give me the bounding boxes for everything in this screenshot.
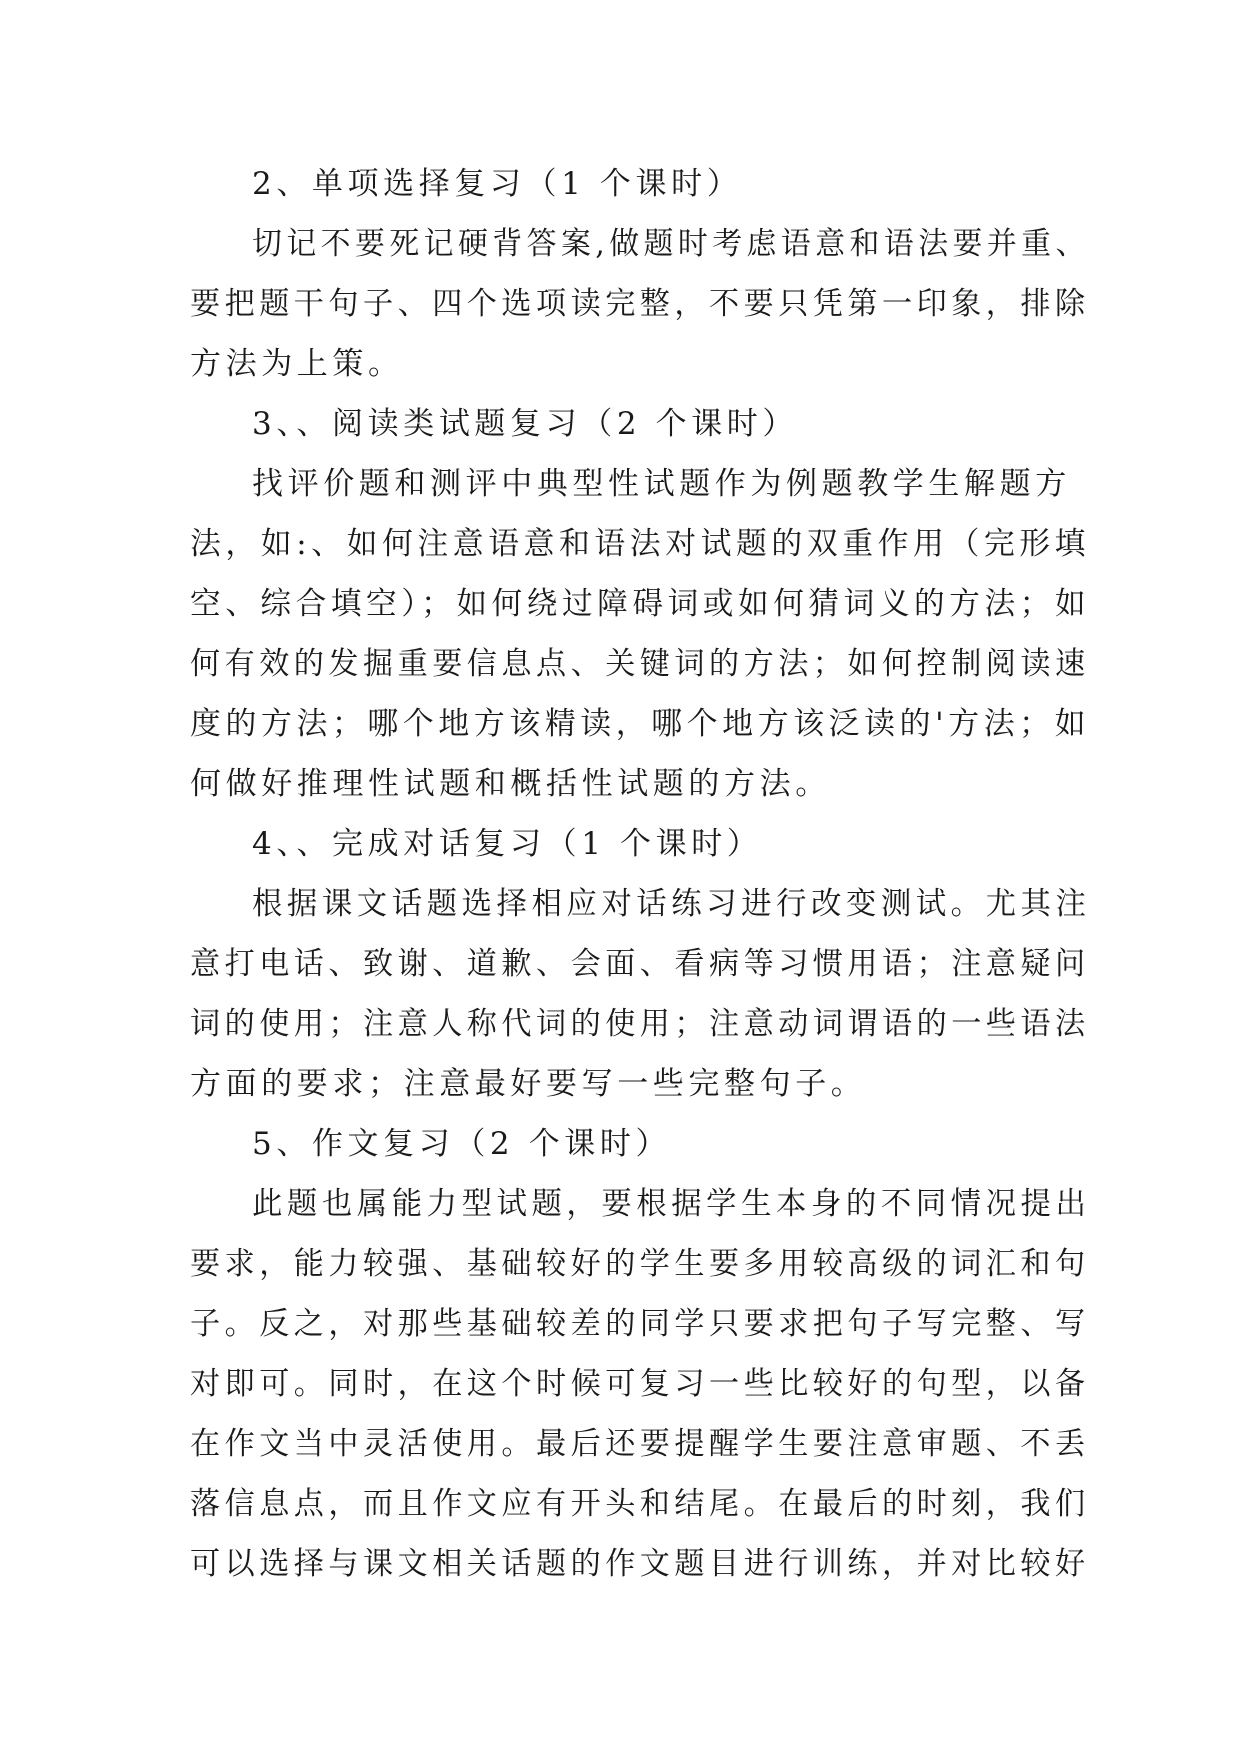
paragraph-line: 词的使用；注意人称代词的使用；注意动词谓语的一些语法 [190,1006,1090,1042]
heading-single-choice: 2、单项选择复习（1 个课时） [252,166,743,202]
paragraph-line: 要求，能力较强、基础较好的学生要多用较高级的词汇和句 [190,1246,1090,1282]
paragraph-line: 要把题干句子、四个选项读完整，不要只凭第一印象，排除 [190,286,1090,322]
paragraph-line: 此题也属能力型试题，要根据学生本身的不同情况提出 [252,1186,1091,1222]
heading-dialogue: 4、、完成对话复习（1 个课时） [252,826,763,862]
paragraph-line: 方法为上策。 [190,346,404,382]
paragraph-line: 空、综合填空）；如何绕过障碍词或如何猜词义的方法；如 [190,586,1091,622]
paragraph-line: 切记不要死记硬背答案,做题时考虑语意和语法要并重、 [252,226,1090,262]
paragraph-line: 在作文当中灵活使用。最后还要提醒学生要注意审题、不丢 [190,1426,1090,1462]
paragraph-line: 落信息点，而且作文应有开头和结尾。在最后的时刻，我们 [190,1486,1090,1522]
paragraph-line: 根据课文话题选择相应对话练习进行改变测试。尤其注 [252,886,1091,922]
heading-composition: 5、作文复习（2 个课时） [252,1126,672,1162]
paragraph-line: 找评价题和测评中典型性试题作为例题教学生解题方 [252,466,1071,502]
paragraph-line: 可以选择与课文相关话题的作文题目进行训练，并对比较好 [190,1546,1090,1582]
paragraph-line: 法，如:、如何注意语意和语法对试题的双重作用（完形填 [190,526,1091,562]
paragraph-line: 意打电话、致谢、道歉、会面、看病等习惯用语；注意疑问 [190,946,1090,982]
paragraph-line: 子。反之，对那些基础较差的同学只要求把句子写完整、写 [190,1306,1090,1342]
paragraph-line: 何做好推理性试题和概括性试题的方法。 [190,766,831,802]
paragraph-line: 何有效的发掘重要信息点、关键词的方法；如何控制阅读速 [190,646,1090,682]
paragraph-line: 度的方法；哪个地方该精读，哪个地方该泛读的'方法；如 [190,706,1091,742]
paragraph-line: 方面的要求；注意最好要写一些完整句子。 [190,1066,867,1102]
paragraph-line: 对即可。同时，在这个时候可复习一些比较好的句型，以备 [190,1366,1090,1402]
heading-reading: 3、、阅读类试题复习（2 个课时） [252,406,798,442]
